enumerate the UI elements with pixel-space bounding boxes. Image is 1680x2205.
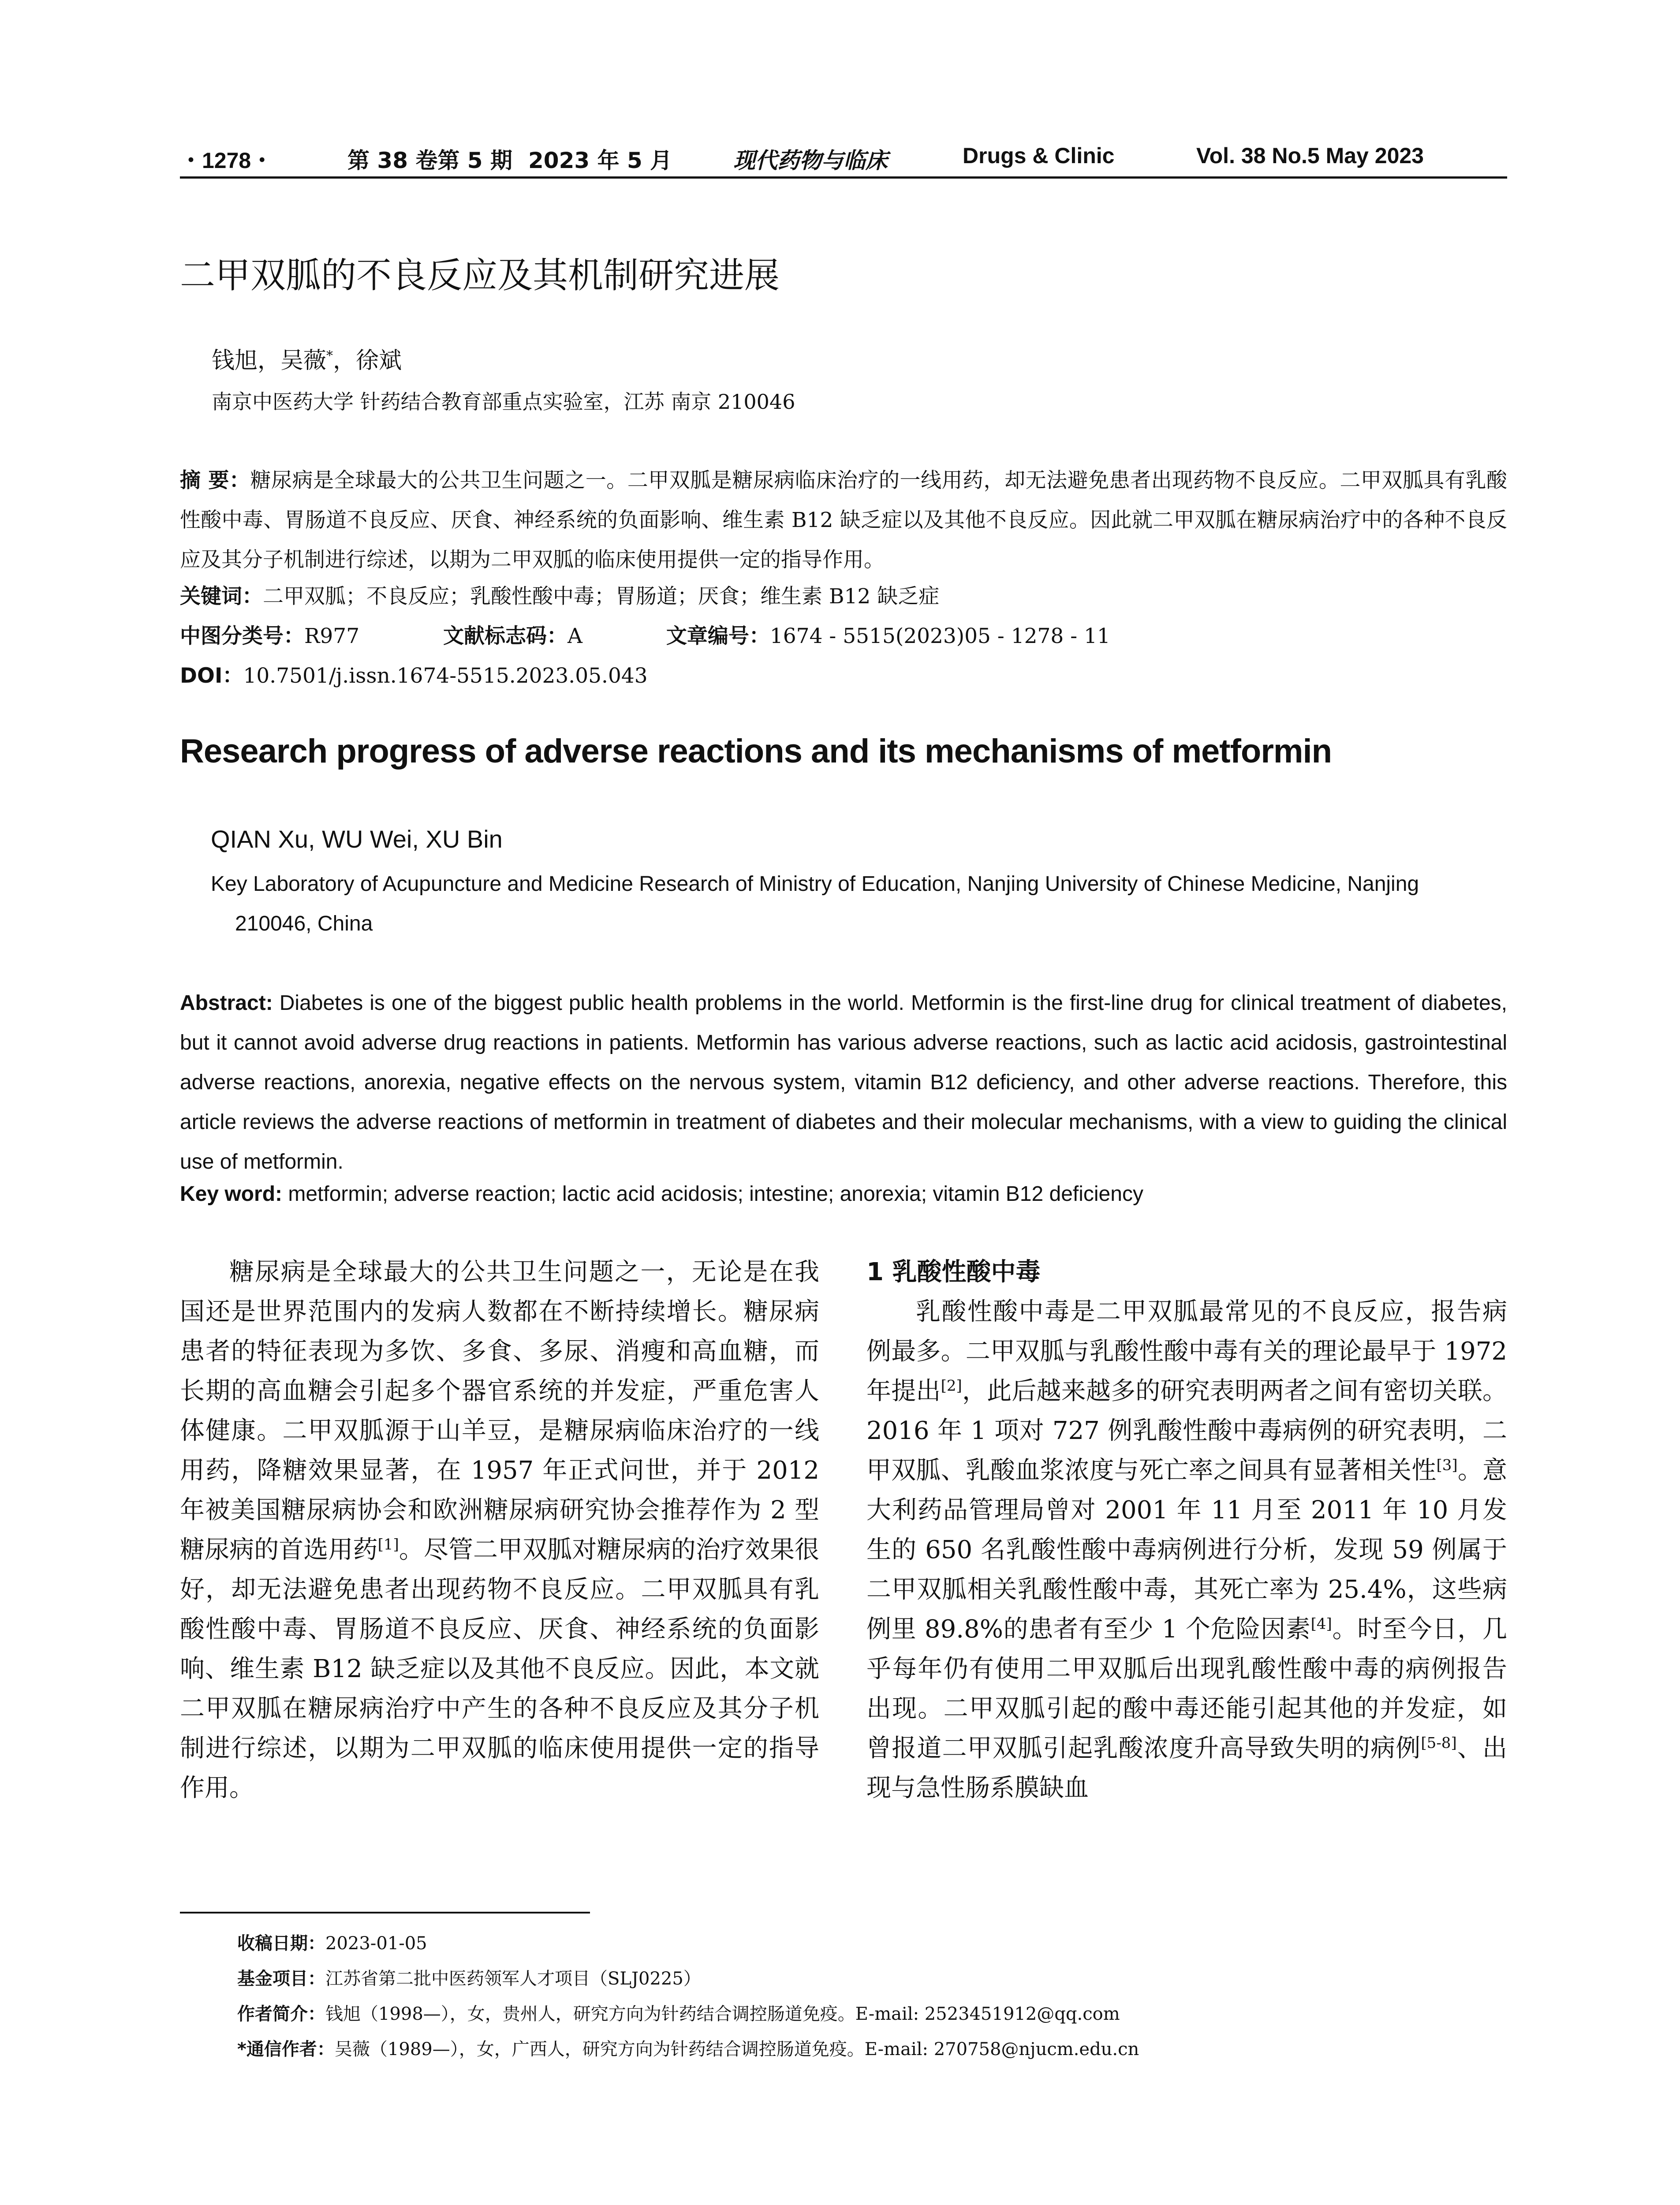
section1-text-a: 乳酸性酸中毒是二甲双胍最常见的不良反应，报告病例最多。二甲双胍与乳酸性酸中毒有关的理论最早于 1972 年提出 — [866, 1297, 1507, 1405]
corresponding-mark: * — [326, 348, 333, 364]
intro-paragraph — [180, 1252, 819, 1808]
section1-paragraph — [866, 1292, 1507, 1808]
keywords-en — [180, 1182, 1143, 1206]
section1-text-c: 。意大利药品管理局曾对 2001 年 11 月至 2011 年 10 月发生的 650 名乳酸性酸中毒病例进行分析，发现 59 例属于二甲双胍相关乳酸性酸中毒，其死亡率为 25.4%，这些病例里 89.8%的患者有至少 1 个危险因素 — [866, 1456, 1508, 1644]
intro-text-b: 。尽管二甲双胍对糖尿病的治疗效果很好，却无法避免患者出现药物不良反应。二甲双胍具有乳酸性酸中毒、胃肠道不良反应、厌食、神经系统的负面影响、维生素 B12 缺乏症以及其他不良反应。因此，本文就二甲双胍在糖尿病治疗中产生的各种不良反应及其分子机制进行综述，以期为二甲双胍的临床使用提供一定的指导作用。 — [180, 1536, 820, 1802]
affiliation-en — [211, 864, 1516, 944]
header-divider — [180, 176, 1507, 179]
citation-ref[interactable]: [2] — [941, 1377, 962, 1395]
abstract-en-text: Diabetes is one of the biggest public health problems in the world. Metformin is the first-line drug for clinical treatment of diabetes, but it cannot avoid adverse drug reactions in patients. Metformin has various adverse reactions, such as lactic acid acidosis, gastrointestinal adverse reactions, anorexia, negative effects on the nervous system, vitamin B12 deficiency, and other adverse reactions. Therefore, this article reviews the adverse reactions of metformin in treatment of diabetes and their molecular mechanisms, with a view to guiding the clinical use of metformin. — [180, 991, 1507, 1174]
footnote-fund — [237, 1965, 701, 1990]
body-column-right — [866, 1252, 1507, 1808]
citation-ref[interactable]: [1] — [377, 1536, 399, 1554]
classification-line — [180, 620, 1110, 649]
affiliation-en-line1: Key Laboratory of Acupuncture and Medicine Research of Ministry of Education, Nanjing University of Chinese Medicine, Nanjing — [211, 872, 1419, 896]
section-heading: 1 乳酸性酸中毒 — [866, 1258, 1041, 1286]
article-title-cn: 二甲双胍的不良反应及其机制研究进展 — [180, 255, 780, 296]
doi-value: 10.7501/j.issn.1674-5515.2023.05.043 — [243, 664, 648, 688]
abstract-cn — [180, 461, 1507, 580]
abstract-cn-label: 摘 要： — [180, 468, 250, 493]
section1-text-b: ，此后越来越多的研究表明两者之间有密切关联。2016 年 1 项对 727 例乳酸性酸中毒病例的研究表明，二甲双胍、乳酸血浆浓度与死亡率之间具有显著相关性 — [866, 1377, 1508, 1485]
affiliation-en-line2: 210046, China — [235, 912, 373, 935]
keywords-en-label: Key word: — [180, 1182, 283, 1206]
authors-cn-names: 钱旭，吴薇 — [212, 348, 327, 374]
received-label: 收稿日期： — [237, 1933, 325, 1954]
received-date: 2023-01-05 — [325, 1933, 427, 1954]
issue-date: 2023 年 5 月 — [528, 148, 672, 173]
footnote-divider — [180, 1912, 590, 1913]
authors-en: QIAN Xu, WU Wei, XU Bin — [211, 825, 503, 853]
doc-code-value: A — [567, 624, 582, 648]
intro-text-a: 糖尿病是全球最大的公共卫生问题之一，无论是在我国还是世界范围内的发病人数都在不断持续增长。糖尿病患者的特征表现为多饮、多食、多尿、消瘦和高血糖，而长期的高血糖会引起多个器官系统的并发症，严重危害人体健康。二甲双胍源于山羊豆，是糖尿病临床治疗的一线用药，降糖效果显著，在 1957 年正式问世，并于 2012 年被美国糖尿病协会和欧洲糖尿病研究协会推荐作为 2 型糖尿病的首选用药 — [180, 1258, 819, 1564]
article-no-label: 文章编号： — [666, 624, 770, 648]
page-number: ・1278・ — [180, 148, 273, 173]
section1-text-e: 、出现与急性肠系膜缺血 — [866, 1734, 1508, 1802]
volume-en: Vol. 38 No.5 May 2023 — [1196, 143, 1424, 168]
citation-ref[interactable]: [4] — [1310, 1615, 1332, 1633]
journal-name-en: Drugs & Clinic — [963, 143, 1115, 168]
keywords-cn-text: 二甲双胍；不良反应；乳酸性酸中毒；胃肠道；厌食；维生素 B12 缺乏症 — [263, 584, 940, 609]
fund-label: 基金项目： — [237, 1969, 325, 1989]
doi-label: DOI： — [180, 664, 243, 688]
keywords-cn — [180, 580, 939, 609]
affiliation-cn: 南京中医药大学 针药结合教育部重点实验室，江苏 南京 210046 — [212, 390, 795, 414]
footnote-received — [237, 1929, 427, 1955]
authors-cn-tail: ，徐斌 — [333, 348, 402, 374]
body-column-left — [180, 1252, 819, 1808]
authors-cn — [212, 342, 402, 375]
citation-ref[interactable]: [3] — [1436, 1456, 1458, 1474]
author-bio-text: 钱旭（1998—），女，贵州人，研究方向为针药结合调控肠道免疫。E-mail: 2523451912@qq.com — [325, 2004, 1120, 2024]
article-title-en: Research progress of adverse reactions and its mechanisms of metformin — [180, 733, 1332, 770]
abstract-en — [180, 983, 1507, 1182]
abstract-cn-text: 糖尿病是全球最大的公共卫生问题之一。二甲双胍是糖尿病临床治疗的一线用药，却无法避免患者出现药物不良反应。二甲双胍具有乳酸性酸中毒、胃肠道不良反应、厌食、神经系统的负面影响、维生素 B12 缺乏症以及其他不良反应。因此就二甲双胍在糖尿病治疗中的各种不良反应及其分子机制进行综述，以期为二甲双胍的临床使用提供一定的指导作用。 — [180, 468, 1507, 572]
footnote-author — [237, 2000, 1120, 2025]
doi-line — [180, 659, 648, 689]
clc-label: 中图分类号： — [180, 624, 304, 648]
citation-ref[interactable]: [5-8] — [1421, 1734, 1457, 1752]
corresponding-label: *通信作者： — [237, 2039, 335, 2059]
footnote-corresponding — [237, 2035, 1139, 2060]
author-bio-label: 作者简介： — [237, 2004, 325, 2024]
section1-text-d: 。时至今日，几乎每年仍有使用二甲双胍后出现乳酸性酸中毒的病例报告出现。二甲双胍引起的酸中毒还能引起其他的并发症，如曾报道二甲双胍引起乳酸浓度升高导致失明的病例 — [866, 1615, 1507, 1763]
journal-name-cn: 现代药物与临床 — [733, 147, 888, 173]
keywords-en-text: metformin; adverse reaction; lactic acid acidosis; intestine; anorexia; vitamin B12 deficiency — [288, 1182, 1143, 1206]
volume-issue: 第 38 卷第 5 期 — [347, 148, 512, 173]
abstract-en-label: Abstract: — [180, 991, 273, 1015]
running-header — [180, 140, 1507, 176]
clc-value: R977 — [304, 624, 360, 648]
keywords-cn-label: 关键词： — [180, 584, 263, 609]
article-no-value: 1674 - 5515(2023)05 - 1278 - 11 — [769, 624, 1110, 648]
corresponding-text: 吴薇（1989—），女，广西人，研究方向为针药结合调控肠道免疫。E-mail: 270758@njucm.edu.cn — [334, 2039, 1139, 2059]
doc-code-label: 文献标志码： — [443, 624, 568, 648]
fund-text: 江苏省第二批中医药领军人才项目（SLJ0225） — [325, 1969, 701, 1989]
